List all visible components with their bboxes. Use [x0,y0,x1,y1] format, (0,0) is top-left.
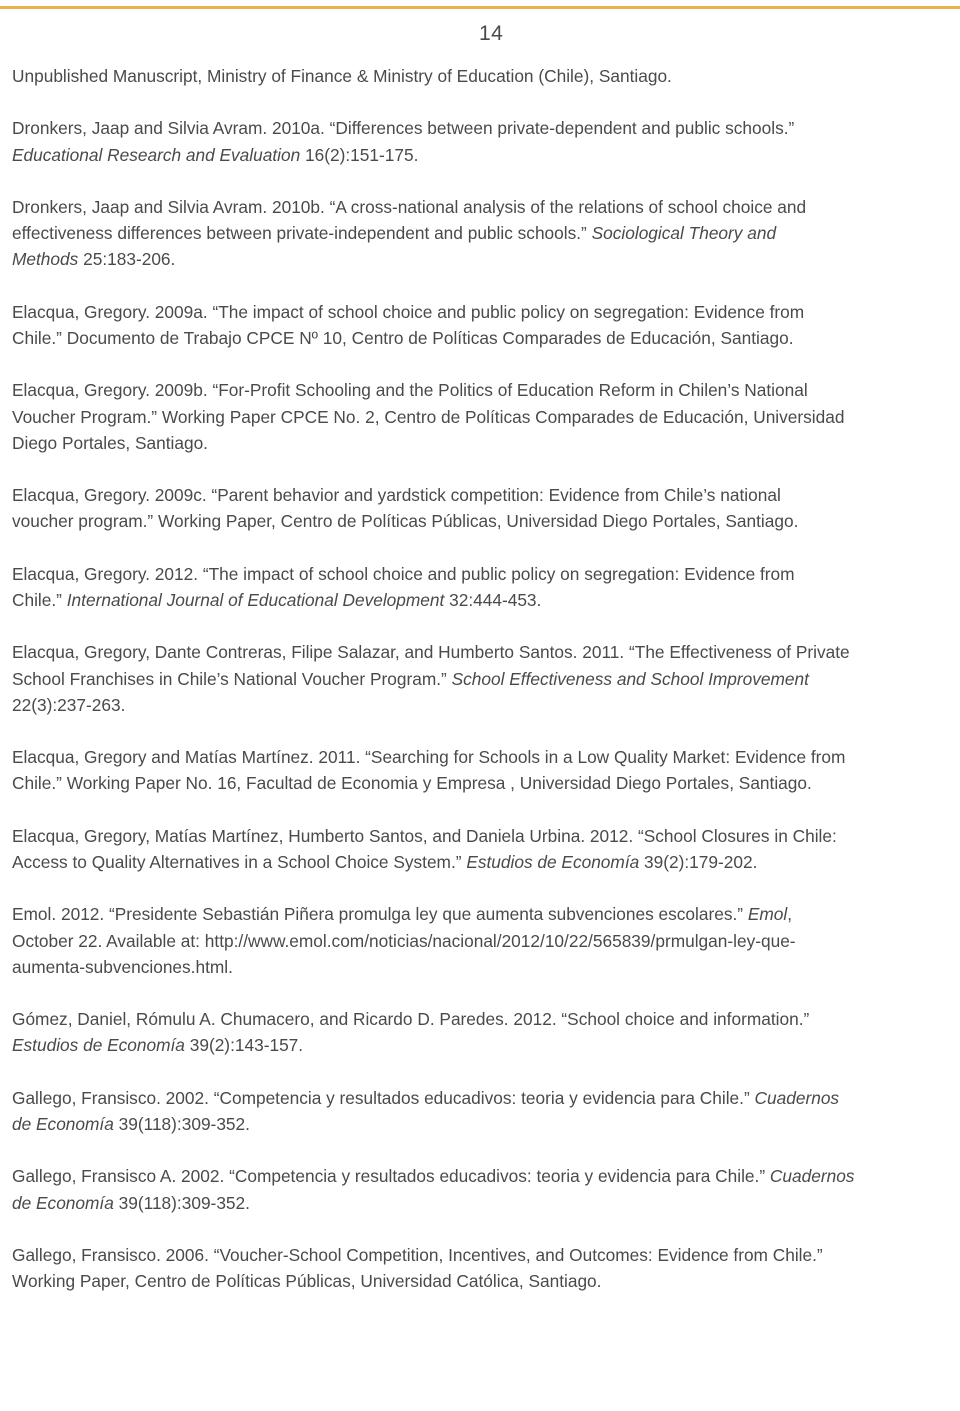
reference-line [12,770,956,796]
reference-line [12,561,956,587]
reference-line [12,692,956,718]
reference-list [12,63,956,1321]
reference-entry [12,1163,956,1215]
reference-line [12,823,956,849]
reference-line [12,377,956,403]
reference-line [12,1085,956,1111]
reference-line [12,246,956,272]
reference-line [12,508,956,534]
reference-line [12,639,956,665]
reference-line [12,849,956,875]
reference-line [12,954,956,980]
reference-line [12,666,956,692]
reference-text: Gallego, Fransisco. 2006. “Voucher-School Competition, Incentives, and Outcomes: Evidence from Chile.” [12,1244,823,1265]
reference-entry [12,377,956,456]
reference-text: Working Paper, Centro de Políticas Públicas, Universidad Católica, Santiago. [12,1271,602,1292]
reference-text: October 22. Available at: http://www.emol.com/noticias/nacional/2012/10/22/565839/prmulgan-ley-que- [12,930,796,951]
reference-line [12,194,956,220]
reference-line [12,299,956,325]
reference-text: 39(118):309-352. [113,1192,250,1213]
reference-line [12,1163,956,1189]
reference-line [12,430,956,456]
reference-text: Dronkers, Jaap and Silvia Avram. 2010a. “Differences between private-dependent and public schools.” [12,118,795,139]
reference-line [12,115,956,141]
reference-text: Diego Portales, Santiago. [12,432,208,453]
reference-italic-text: International Journal of Educational Development [66,589,445,610]
reference-text: Voucher Program.” Working Paper CPCE No. 2, Centro de Políticas Comparades de Educación, Universidad [12,406,845,427]
reference-text: Elacqua, Gregory. 2009a. “The impact of school choice and public policy on segregation: Evidence from [12,301,805,322]
reference-italic-text: Educational Research and Evaluation [12,144,301,165]
reference-line [12,744,956,770]
reference-entry [12,63,956,89]
reference-italic-text: Methods [12,249,79,270]
page-number: 14 [479,22,504,45]
reference-line [12,587,956,613]
reference-entry [12,1085,956,1137]
reference-text: Dronkers, Jaap and Silvia Avram. 2010b. “A cross-national analysis of the relations of school choice and [12,196,807,217]
reference-entry [12,299,956,351]
reference-line [12,482,956,508]
reference-text: 22(3):237-263. [12,694,126,715]
reference-text: Elacqua, Gregory. 2009b. “For-Profit Schooling and the Politics of Education Reform in Chilen’s National [12,380,808,401]
reference-entry [12,823,956,875]
reference-italic-text: Estudios de Economía [466,851,640,872]
reference-italic-text: de Economía [12,1113,114,1134]
reference-text: aumenta-subvenciones.html. [12,956,233,977]
reference-entry [12,744,956,796]
reference-text: 39(2):179-202. [639,851,758,872]
reference-entry [12,115,956,167]
reference-line [12,1268,956,1294]
reference-italic-text: School Effectiveness and School Improvement [451,668,809,689]
reference-text: Chile.” Documento de Trabajo CPCE Nº 10, Centro de Políticas Comparades de Educación, Santiago. [12,327,794,348]
reference-line [12,1006,956,1032]
reference-italic-text: Cuadernos [769,1166,855,1187]
reference-text: Gallego, Fransisco. 2002. “Competencia y resultados educadivos: teoria y evidencia para Chile.” [12,1087,755,1108]
reference-entry [12,482,956,534]
reference-line [12,901,956,927]
reference-text: Elacqua, Gregory and Matías Martínez. 2011. “Searching for Schools in a Low Quality Market: Evidence from [12,747,846,768]
reference-text: Access to Quality Alternatives in a School Choice System.” [12,851,467,872]
reference-text: 39(2):143-157. [184,1035,304,1056]
top-rule [0,6,960,9]
reference-line [12,1111,956,1137]
reference-text: 39(118):309-352. [113,1113,250,1134]
reference-text: Emol. 2012. “Presidente Sebastián Piñera promulga ley que aumenta subvenciones escolares.” [12,904,748,925]
reference-italic-text: de Economía [12,1192,114,1213]
reference-italic-text: Cuadernos [754,1087,840,1108]
reference-text: Elacqua, Gregory, Dante Contreras, Filipe Salazar, and Humberto Santos. 2011. “The Effectiveness of Private [12,642,850,663]
reference-line [12,325,956,351]
reference-text: 32:444-453. [444,589,542,610]
reference-text: , [787,904,793,925]
reference-line [12,404,956,430]
reference-text: Elacqua, Gregory. 2009c. “Parent behavior and yardstick competition: Evidence from Chile’s national [12,485,781,506]
reference-text: Chile.” [12,589,67,610]
reference-text: Unpublished Manuscript, Ministry of Finance & Ministry of Education (Chile), Santiago. [12,66,672,86]
reference-italic-text: Sociological Theory and [591,223,777,244]
reference-line [12,63,956,89]
reference-entry [12,561,956,613]
reference-text: Elacqua, Gregory. 2012. “The impact of school choice and public policy on segregation: Evidence from [12,563,795,584]
reference-entry [12,1242,956,1294]
reference-line [12,1032,956,1058]
reference-italic-text: Estudios de Economía [12,1035,185,1056]
reference-text: Elacqua, Gregory, Matías Martínez, Humberto Santos, and Daniela Urbina. 2012. “School Closures in Chile: [12,825,837,846]
reference-text: School Franchises in Chile’s National Voucher Program.” [12,668,452,689]
reference-text: Chile.” Working Paper No. 16, Facultad de Economia y Empresa , Universidad Diego Portales, Santiago. [12,773,812,794]
reference-text: 16(2):151-175. [300,144,419,165]
reference-entry [12,901,956,980]
reference-text: voucher program.” Working Paper, Centro de Políticas Públicas, Universidad Diego Portales, Santiago. [12,511,799,532]
reference-entry [12,639,956,718]
reference-line [12,220,956,246]
reference-line [12,1242,956,1268]
reference-text: Gallego, Fransisco A. 2002. “Competencia y resultados educadivos: teoria y evidencia para Chile.” [12,1166,770,1187]
reference-text: 25:183-206. [78,249,176,270]
reference-entry [12,194,956,273]
reference-italic-text: Emol [747,904,788,925]
reference-entry [12,1006,956,1058]
reference-text: effectiveness differences between private-independent and public schools.” [12,223,592,244]
reference-text: Gómez, Daniel, Rómulu A. Chumacero, and Ricardo D. Paredes. 2012. “School choice and information.” [12,1009,810,1030]
reference-line [12,1190,956,1216]
reference-line [12,928,956,954]
reference-line [12,142,956,168]
